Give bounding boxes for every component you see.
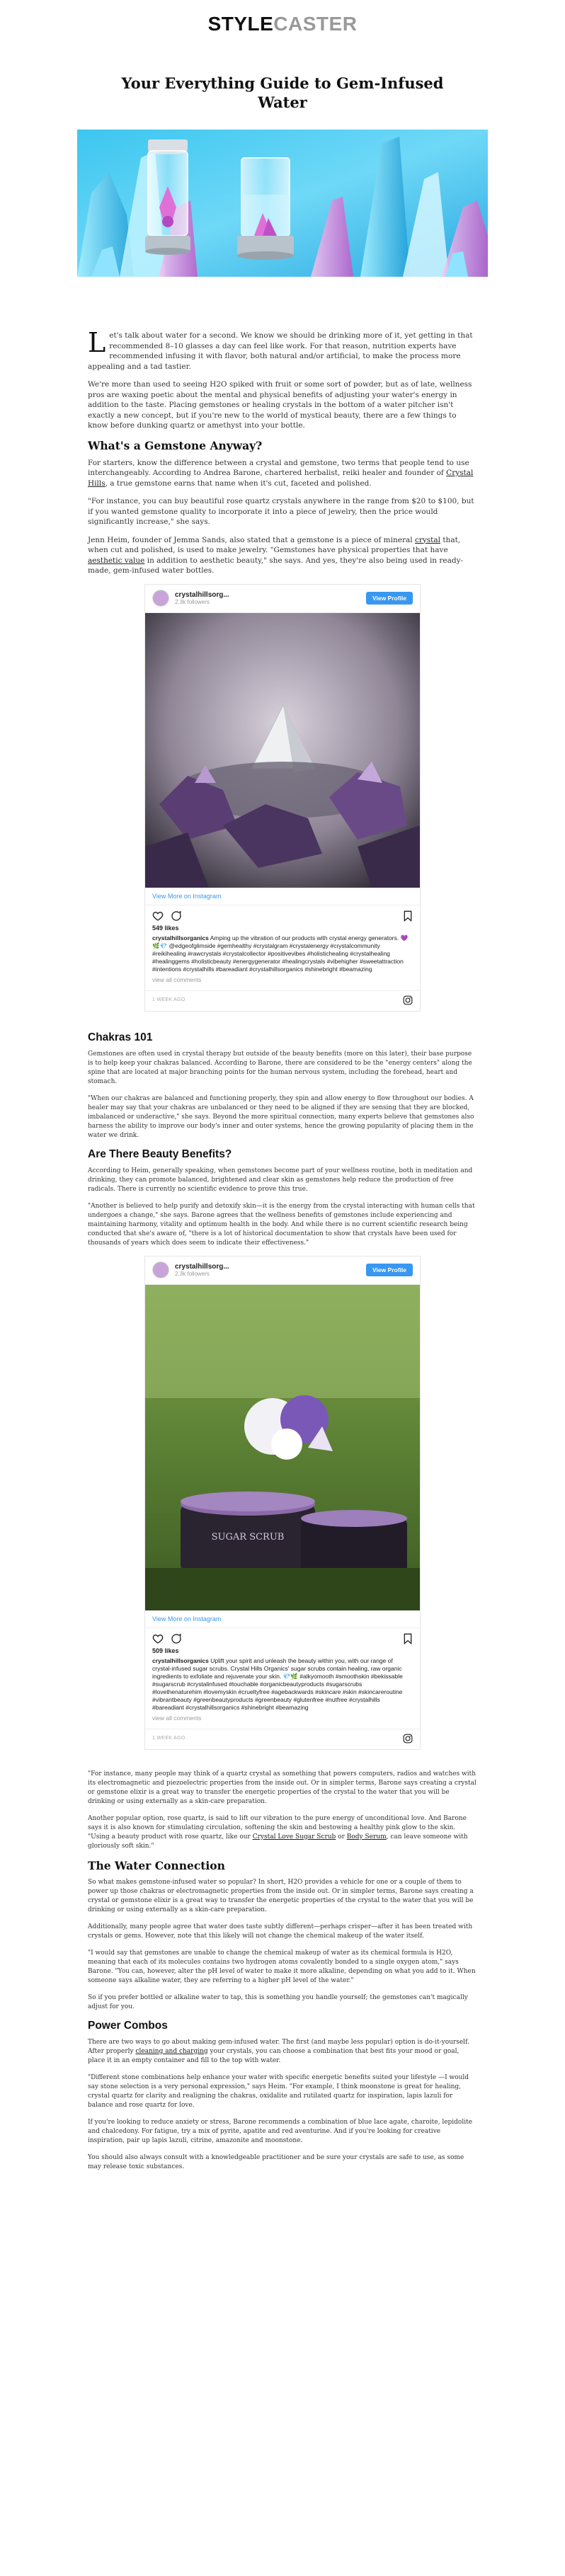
gemstone-paragraph-3 bbox=[88, 535, 477, 576]
avatar[interactable] bbox=[152, 590, 169, 607]
instagram-actions bbox=[145, 905, 420, 923]
scrub-text-a: Another popular option, rose quartz, is said to lift our vibration to the pure energy of unconditional love. And Barone says it is also known for stimulating circulation, softening the skin and bestowing a healthy pink glow to the skin. "Using a beauty product with rose quartz, like our bbox=[88, 1814, 467, 1841]
view-comments-link[interactable]: view all comments bbox=[152, 1714, 202, 1722]
instagram-followers: 2.3k followers bbox=[175, 599, 210, 605]
view-more-instagram-link[interactable]: View More on Instagram bbox=[145, 888, 420, 905]
link-body-serum[interactable]: Body Serum bbox=[346, 1833, 387, 1841]
instagram-username[interactable]: crystalhillsorg... bbox=[175, 591, 229, 599]
instagram-header bbox=[145, 1256, 420, 1285]
hero-illustration bbox=[77, 130, 488, 277]
link-sugar-scrub[interactable]: Crystal Love Sugar Scrub bbox=[252, 1833, 336, 1841]
combos-text-b: your crystals, you can choose a combination that best fits your mood or goal, place it in an empty container and fill to the top with water. bbox=[88, 2047, 460, 2064]
site-logo[interactable] bbox=[0, 13, 565, 41]
instagram-embed-1 bbox=[144, 584, 421, 1012]
link-crystal-hills[interactable]: Crystal Hills bbox=[88, 469, 474, 488]
view-comments-link[interactable]: view all comments bbox=[152, 975, 202, 983]
combos-text-a: There are two ways to go about making gem-infused water. The first (and maybe less popular) option is do-it-yourself. After properly bbox=[88, 2038, 469, 2055]
heading-gemstone: What's a Gemstone Anyway? bbox=[88, 438, 263, 452]
view-profile-button[interactable]: View Profile bbox=[366, 592, 413, 605]
gemstone-text-c: Jenn Heim, founder of Jemma Sands, also stated that a gemstone is a piece of mineral bbox=[88, 535, 415, 544]
post-time: 1 WEEK AGO bbox=[152, 1736, 186, 1741]
instagram-icon[interactable] bbox=[403, 1734, 413, 1744]
drop-cap: L bbox=[88, 327, 106, 358]
gemstone-text-b: , a true gemstone earns that name when it's cut, faceted and polished. bbox=[105, 479, 372, 488]
instagram-caption bbox=[145, 933, 420, 975]
instagram-followers: 2.3k followers bbox=[175, 1271, 210, 1277]
instagram-footer bbox=[145, 990, 420, 1011]
caption-username[interactable]: crystalhillsorganics bbox=[152, 934, 209, 941]
intro-paragraph-2: We're more than used to seeing H2O spiked with fruit or some sort of powder, but as of late, wellness pros are waxing poetic about the mental and physical benefits of adjusting your water's energy in addition to the taste. Placing gemstones or healing crystals in the bottom of a water pitcher isn't exactly a new concept, but if you're new to the world of mystical beauty, there are a few things to know before dunking quartz or amethyst into your bottle. bbox=[88, 380, 472, 430]
intro-paragraph-1 bbox=[88, 327, 477, 372]
comment-icon[interactable] bbox=[171, 910, 182, 922]
instagram-username[interactable]: crystalhillsorg... bbox=[175, 1263, 229, 1271]
water-paragraph-3: "I would say that gemstones are unable to change the chemical makeup of water as its chemical formula is H2O, meaning that each of its molecules contains two hydrogen atoms covalently bonded to a single oxygen atom," says Barone. "You can, however, alter the pH level of water to make it more alkaline, depending on what you add to it. When someone says alkaline water, they are referring to a higher pH level of the water." bbox=[88, 1949, 476, 1984]
instagram-embed-2 bbox=[144, 1256, 421, 1750]
intro-text-1: et's talk about water for a second. We know we should be drinking more of it, yet getting in that recommended 8–10 glasses a day can feel like work. For that reason, nutrition experts have recommended infusing it with flavor, both natural and/or artificial, to make the process more appealing and a tad tastier. bbox=[88, 331, 473, 371]
comment-icon[interactable] bbox=[171, 1633, 182, 1644]
scrub-text-b: or bbox=[336, 1833, 347, 1841]
view-profile-button[interactable]: View Profile bbox=[366, 1264, 413, 1276]
heading-water: The Water Connection bbox=[88, 1858, 225, 1872]
logo-caster: CASTER bbox=[273, 13, 358, 35]
like-count: 509 likes bbox=[152, 1647, 179, 1654]
combos-paragraph-2: "Different stone combinations help enhance your water with specific energetic benefits suited your lifestyle —I would say stone selection is a very personal expression," says Heim. "For example, I think moonstone is great for healing, crystal quartz for clarity and realigning the chakras, oxidalite and rutilated quartz for inspiration, lapis lazuli for balance and rose quartz for love. bbox=[88, 2073, 469, 2109]
chakras-paragraph-2: "When our chakras are balanced and functioning properly, they spin and allow energy to flow throughout our bodies. A healer may say that your chakras are unbalanced or they need to be aligned if they are sensing that they are blocked, imbalanced or underactive," she says. Beyond the more spiritual connection, many experts believe that gemstones also harness the ability to improve our body's inner and outer systems, hence the growing popularity of placing them in the water we drink. bbox=[88, 1094, 474, 1139]
instagram-photo-crystals[interactable] bbox=[145, 613, 420, 888]
scrub-text-c: , can leave someone with gloriously soft skin." bbox=[88, 1833, 468, 1850]
link-aesthetic-value[interactable]: aesthetic value bbox=[88, 556, 145, 565]
combos-paragraph-1 bbox=[88, 2038, 477, 2066]
bookmark-icon[interactable] bbox=[403, 1633, 413, 1644]
gemstone-text-d: that, when cut and polished, is used to make jewelry. "Gemstones have physical properties that have bbox=[88, 535, 461, 554]
gemstone-text-a: For starters, know the difference between a crystal and gemstone, two terms that people tend to use interchangeably. According to Andrea Barone, chartered herbalist, reiki healer and founder of bbox=[88, 458, 469, 477]
caption-username[interactable]: crystalhillsorganics bbox=[152, 1656, 209, 1664]
gemstone-paragraph-2: "For instance, you can buy beautiful rose quartz crystals anywhere in the range from $20 to $100, but if you wanted gemstone quality to incorporate it into a piece of jewelry, then the price would significantly increase," she says. bbox=[88, 497, 474, 526]
heading-chakras: Chakras 101 bbox=[88, 1031, 153, 1043]
article-title: Your Everything Guide to Gem-Infused Water bbox=[121, 74, 444, 111]
link-cleaning-charging[interactable]: cleaning and charging bbox=[135, 2047, 208, 2055]
logo-style: STYLE bbox=[207, 13, 274, 35]
like-count: 549 likes bbox=[152, 924, 179, 932]
water-paragraph-1: So what makes gemstone-infused water so popular? In short, H2O provides a vehicle for one or a couple of them to power up those chakras or electromagnetic properties from the inside out. Or in simpler terms, Barone says creating a crystal or gemstone elixir is a great way to transfer the energetic properties of the crystal to the water that you will be drinking or using externally as a skin-care preparation. bbox=[88, 1878, 474, 1913]
scrub-paragraph-2 bbox=[88, 1814, 477, 1851]
water-paragraph-4: So if you prefer bottled or alkaline water to tap, this is something you handle yourself; the gemstones can't magically adjust for you. bbox=[88, 1993, 468, 2010]
instagram-icon[interactable] bbox=[403, 995, 413, 1005]
water-paragraph-2: Additionally, many people agree that water does taste subtly different—perhaps crisper—after it has been treated with crystals or gems. However, note that this likely will not change the chemical makeup of the water itself. bbox=[88, 1923, 473, 1940]
heading-beauty: Are There Beauty Benefits? bbox=[88, 1147, 232, 1160]
gemstone-text-e: in addition to aesthetic beauty," she says. And yes, they're also being used in ready-made, gem-infused water bottles. bbox=[88, 556, 464, 575]
combos-paragraph-4: You should also always consult with a knowledgeable practitioner and be sure your crystals are safe to use, as some may release toxic substances. bbox=[88, 2153, 464, 2170]
heading-combos: Power Combos bbox=[88, 2019, 168, 2032]
instagram-actions bbox=[145, 1628, 420, 1646]
instagram-footer bbox=[145, 1729, 420, 1749]
beauty-paragraph-2: "Another is believed to help purify and detoxify skin—it is the energy from the crystal interacting with human cells that undergoes a change," she says. Barone agrees that the wellness benefits of gemstones include experiencing and maintaining harmony, vitality and optimum health in the body. And while there is no current scientific research being conducted that she's aware of, "there is a lot of historical documentation to show that crystals have been used for thousands of years which does seem to indicate their effectiveness." bbox=[88, 1202, 475, 1247]
link-crystal[interactable]: crystal bbox=[414, 535, 440, 544]
instagram-caption bbox=[145, 1656, 420, 1713]
caption-text: Amping up the vibration of our products with crystal energy generators. 💜🌿💎 @edgeofglimside #gemhealthy #crystalgram #crystalenergy #crystalcommunity #reikihealing #rawcrystals #crystalcollector #positivevibes #holistichealing #crystalhealing #healinggems #holisticbeauty #energygenerator #healingcrystals #vibehigher #sweetattraction #intentions #crystalhills #bareadiant #crystalhillsorganics #shinebright #beamazing bbox=[152, 934, 409, 973]
beauty-paragraph-1: According to Heim, generally speaking, when gemstones become part of your wellness routine, both in meditation and drinking, they can promote balanced, brightened and clear skin as gemstones help reduce the production of free radicals. There is currently no scientific evidence to prove this true. bbox=[88, 1167, 473, 1193]
view-more-instagram-link[interactable]: View More on Instagram bbox=[145, 1610, 420, 1628]
instagram-photo-sugar-scrub[interactable] bbox=[145, 1285, 420, 1610]
gemstone-paragraph-1 bbox=[88, 458, 477, 489]
chakras-paragraph-1: Gemstones are often used in crystal therapy but outside of the beauty benefits (more on this later), their base purpose is to help keep your chakras balanced. According to Barone, there are considered to be the "energy centers" along the spine that are located at major branching points for the human nervous system, including the forehead, heart and stomach. bbox=[88, 1050, 472, 1085]
post-time: 1 WEEK AGO bbox=[152, 997, 186, 1002]
avatar[interactable] bbox=[152, 1261, 169, 1278]
scrub-paragraph-1: "For instance, many people may think of a quartz crystal as something that powers computers, radios and watches with its electromagnetic and piezoelectric properties from the inside out. Or in simpler terms, Barone says creating a crystal or gemstone elixir is a great way to transfer the energetic properties of the crystal to the water that you will be drinking or using externally as a skin-care preparation. bbox=[88, 1770, 476, 1805]
caption-text: Uplift your spirit and unleash the beauty within you, with our range of crystal-infused sugar scrubs. Crystal Hills Organics' sugar scrubs contain healing, raw organic ingredients to exfoliate and rejuvenate your skin. 💎🌿 #alkyomooth #smoothskin #bekissable #sugarscrub #crystalinfused #touchable #organicbeautyproducts #sugarscrubs #lovethenaturehim #lovemyskin #crueltyfree #agebackwards #skincare #skin #skincareroutine #vibrantbeauty #greenbeautyproducts #greenbeauty #glutenfree #nutfree #crystalhills #bareadiant #crystalhillsorganics #shinebright #beamazing bbox=[152, 1656, 403, 1711]
instagram-header bbox=[145, 585, 420, 613]
bookmark-icon[interactable] bbox=[403, 910, 413, 922]
heart-icon[interactable] bbox=[152, 910, 164, 922]
combos-paragraph-3: If you're looking to reduce anxiety or stress, Barone recommends a combination of blue lace agate, charoite, lepidolite and chalcedony. For fatigue, try a mix of pyrite, apatite and red aventurine. And if you're looking for creative inspiration, pair up lapis lazuli, citrine, amazonite and moonstone. bbox=[88, 2118, 473, 2144]
svg-text:SUGAR SCRUB: SUGAR SCRUB bbox=[211, 1531, 285, 1542]
heart-icon[interactable] bbox=[152, 1633, 164, 1644]
